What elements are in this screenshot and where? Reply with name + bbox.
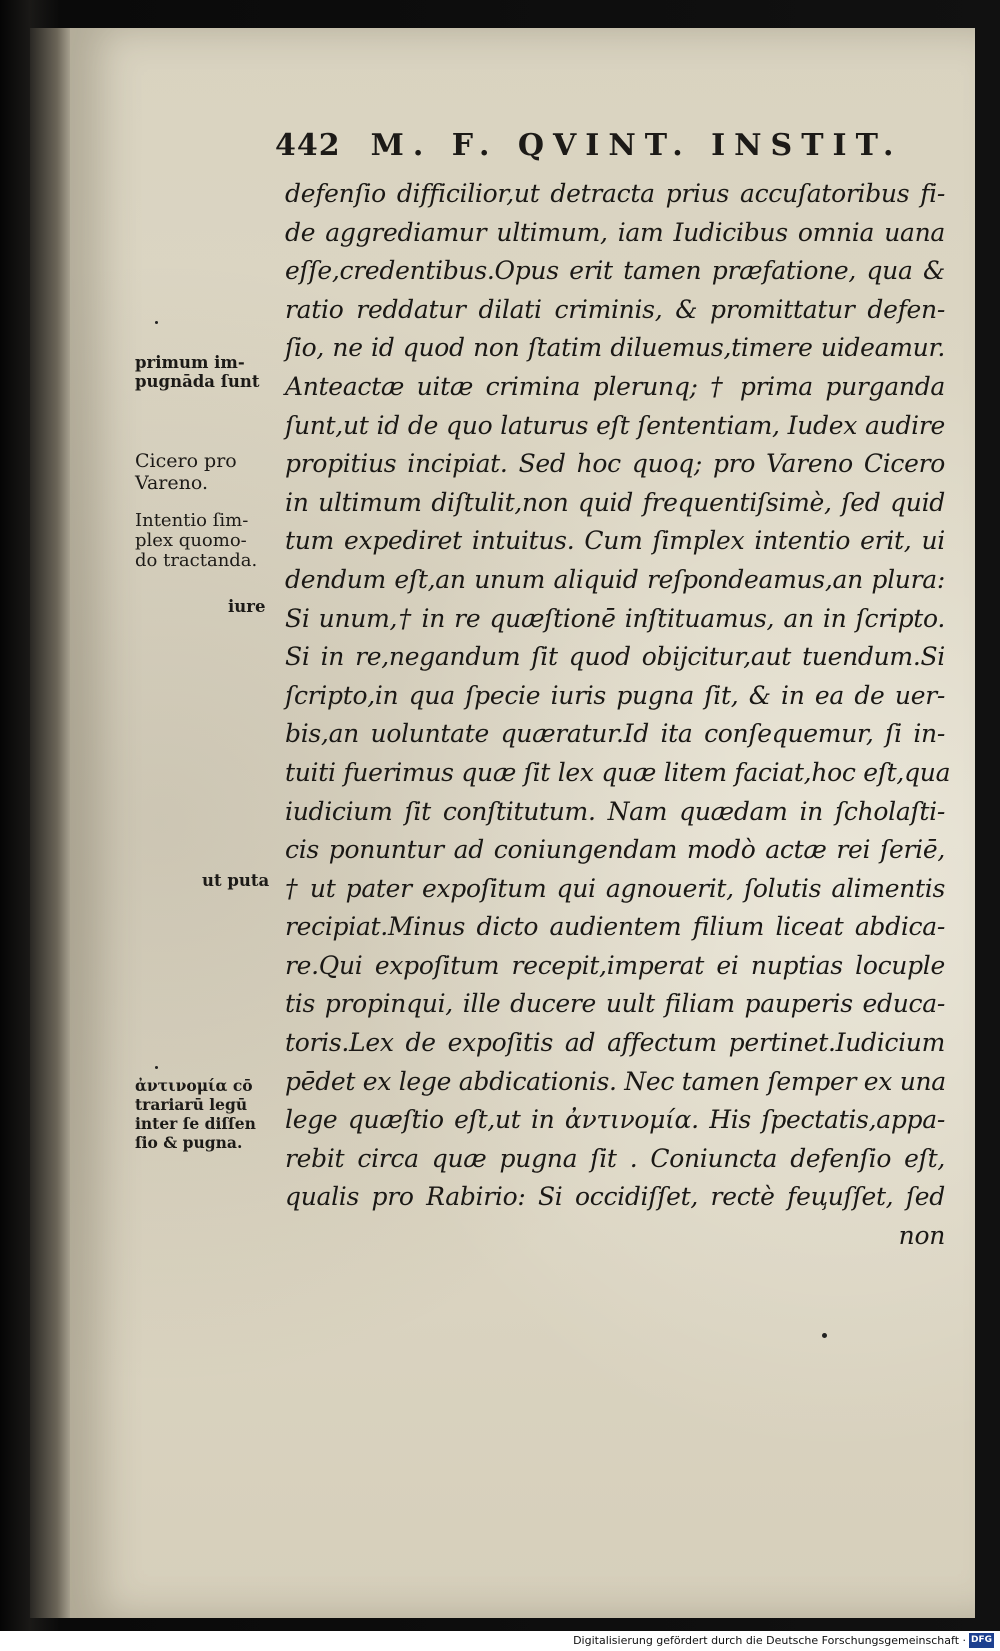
text-line: ſcripto,in qua ſpecie iuris pugna ſit, & in ea de uer- [285, 680, 945, 710]
text-line: iudicium ſit conſtitutum. Nam quædam in ſcholaſti- [285, 796, 945, 826]
text-line: lege quæſtio eſt,ut in ἀντινομία. His ſpectatis,appa- [285, 1105, 945, 1135]
text-line: ſio, ne id quod non ſtatim diluemus,timere uideamur. [285, 333, 945, 363]
text-line: in ultimum diſtulit,non quid frequentiſsimè, ſed quid [285, 487, 945, 517]
text-line: defenſio difficilior,ut detracta prius accuſatoribus fi- [285, 179, 945, 208]
margin-note-primum [135, 353, 260, 391]
text-line: pēdet ex lege abdicationis. Nec tamen ſemper ex una [285, 1066, 946, 1096]
text-line: toris.Lex de expoſitis ad affectum pertinet.Iudicium [285, 1028, 945, 1058]
margin-note-line: inter ſe diſſen [135, 1114, 256, 1133]
text-line: tis propinqui, ille ducere uult filiam pauperis educa- [285, 989, 945, 1019]
margin-note-cicero [135, 450, 235, 494]
text-line: propitius incipiat. Sed hoc quoq; pro Vareno Cicero [285, 449, 945, 479]
text-line: rebit circa quæ pugna ſit . Coniuncta defenſio eſt, [285, 1143, 945, 1173]
text-line: de aggrediamur ultimum, iam Iudicibus omnia uana [285, 217, 945, 247]
margin-note-line: pugnāda ſunt [135, 372, 260, 391]
main-text-block [285, 175, 951, 1256]
margin-note-line: primum im- [135, 353, 245, 372]
text-line: bis,an uoluntate quæratur.Id ita conſequemur, ſi in- [285, 719, 945, 749]
margin-note-line: do tractanda. [135, 550, 258, 571]
ink-speck [155, 1066, 158, 1069]
footer-credit: Digitalisierung gefördert durch die Deutsche Forschungsgemeinschaft · [573, 1634, 966, 1647]
margin-note-intentio [135, 510, 258, 571]
text-line: Si in re,negandum ſit quod obijcitur,aut tuendum.Si [285, 642, 945, 672]
text-line: tuiti fuerimus quæ ſit lex quæ litem faciat,hoc eſt,qua [285, 757, 951, 787]
footer-bar [0, 1631, 1000, 1651]
dfg-logo: DFG [969, 1633, 994, 1648]
page-number: 442 [275, 128, 341, 163]
text-line: cis ponuntur ad coniungendam modò actæ rei ſeriē, [285, 835, 945, 865]
margin-note-line: ἀντινομία cō [135, 1076, 253, 1095]
margin-note-utputa [202, 871, 270, 890]
text-line: Anteactæ uitæ crimina plerunq; † prima purganda [285, 371, 945, 401]
ink-speck [155, 321, 158, 324]
book-page [70, 28, 975, 1618]
margin-note-line: Vareno. [135, 472, 209, 494]
margin-note-antinomia [135, 1076, 256, 1152]
margin-note-line: iure [228, 597, 266, 616]
running-title: M. F. QVINT. INSTIT. [370, 128, 903, 163]
margin-note-iure [228, 597, 266, 616]
margin-note-line: trariarū legū [135, 1095, 248, 1114]
text-line: recipiat.Minus dicto audientem filium liceat abdica- [285, 912, 945, 942]
text-line: ſunt,ut id de quo laturus eſt ſententiam, Iudex audire [285, 410, 945, 440]
text-line: re.Qui expoſitum recepit,imperat ei nuptias locuple [285, 950, 945, 980]
text-line: dendum eſt,an unum aliquid reſpondeamus,an plura: [285, 564, 945, 594]
page-gutter [30, 28, 75, 1618]
running-head [275, 128, 915, 163]
margin-note-line: plex quomo- [135, 530, 247, 551]
text-line: † ut pater expoſitum qui agnouerit, ſolutis alimentis [285, 873, 945, 903]
text-line: tum expediret intuitus. Cum ſimplex intentio erit, ui [285, 526, 945, 556]
catchword: non [898, 1221, 945, 1251]
margin-note-line: ſio & pugna. [135, 1133, 243, 1152]
text-line: eſſe,credentibus.Opus erit tamen præfatione, qua & [285, 256, 945, 286]
ink-speck [822, 1333, 827, 1338]
margin-note-line: ut puta [202, 871, 270, 890]
text-line: ratio reddatur dilati criminis, & promittatur defen- [285, 294, 945, 324]
margin-note-line: Intentio ſim- [135, 510, 249, 531]
text-line: qualis pro Rabirio: Si occidiſſet, rectè fециſſet, ſed [285, 1182, 945, 1212]
margin-note-line: Cicero pro [135, 450, 237, 472]
text-line: Si unum,† in re quæſtionē inſtituamus, an in ſcripto. [285, 603, 945, 633]
